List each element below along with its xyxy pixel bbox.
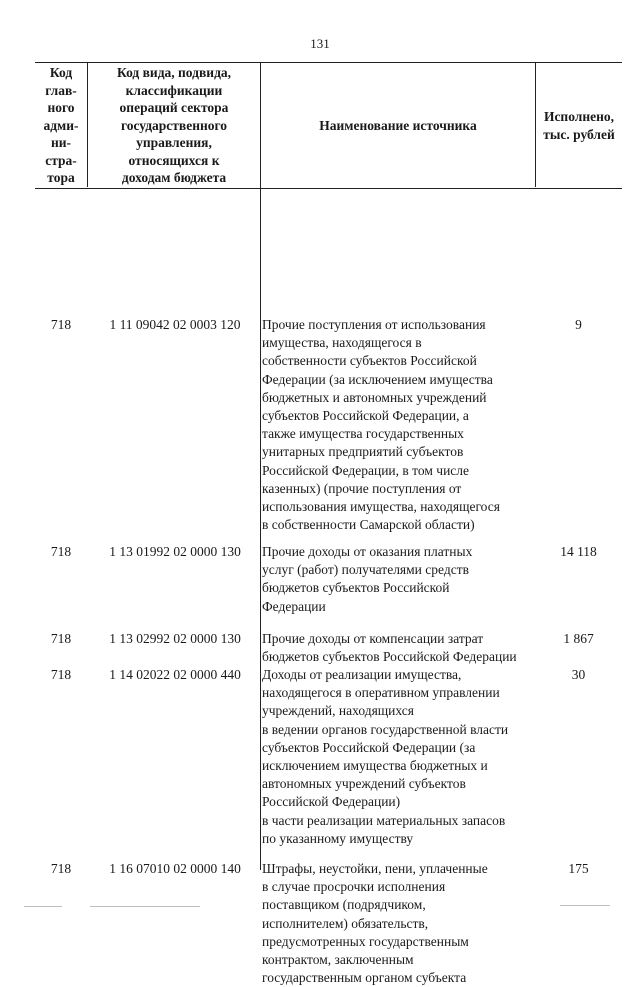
source-name-cell: Доходы от реализации имущества, находящегося в оперативном управлении учреждений, находящихся в ведении органов государственной власти субъектов Российской Федерации (за исключением имущества бюджетных и автономных учреждений субъектов Российской Федерации) в части реализации материальных запасов по указанному имуществу [262,667,509,846]
classification-code-cell: 1 14 02022 02 0000 440 [109,667,241,682]
admin-code-cell: 718 [50,631,72,646]
header-source-name: Наименование источника [319,117,477,133]
classification-code-cell: 1 11 09042 02 0003 120 [109,317,241,332]
executed-cell: 30 [571,667,586,682]
admin-code-cell: 718 [50,667,72,682]
admin-code-cell: 718 [50,317,72,332]
scan-artifact [24,906,62,907]
source-name-cell: Прочие поступления от использования имущества, находящегося в собственности субъектов Российской Федерации (за исключением имущества бюджетных и автономных учреждений субъектов Российской Федерации, а также имущества государственных унитарных предприятий субъектов Российской Федерации, в том числе казенных) (прочие поступления от использования имущества, находящегося в собственности Самарской области) [262,317,500,533]
header-classification-code: Код вида, подвида, классификации операций сектора государственного управления, относящихся к доходам бюджета [116,65,232,186]
header-executed: Исполнено, тыс. рублей [543,109,615,142]
page-number: 131 [310,36,330,51]
classification-code-cell: 1 13 01992 02 0000 130 [109,544,241,559]
source-name-cell: Прочие доходы от оказания платных услуг (работ) получателями средств бюджетов субъектов Российской Федерации [262,544,473,614]
table-header [35,62,622,189]
scan-artifact [560,905,610,906]
executed-cell: 1 867 [563,631,594,646]
column-divider [87,62,88,187]
column-divider [535,62,536,187]
scan-artifact [90,906,200,907]
admin-code-cell: 718 [50,544,72,559]
classification-code-cell: 1 16 07010 02 0000 140 [109,861,241,876]
executed-cell: 175 [568,861,589,876]
revenue-table [35,62,622,986]
column-divider [260,62,261,870]
executed-cell: 14 118 [560,544,597,559]
header-admin-code: Код глав- ного адми- ни- стра- тора [43,65,79,186]
admin-code-cell: 718 [50,861,72,876]
executed-cell: 9 [575,317,582,332]
classification-code-cell: 1 13 02992 02 0000 130 [109,631,241,646]
source-name-cell: Штрафы, неустойки, пени, уплаченные в случае просрочки исполнения поставщиком (подрядчиком, исполнителем) обязательств, предусмотренных государственным контрактом, заключенным государственным органом субъекта [262,861,488,986]
source-name-cell: Прочие доходы от компенсации затрат бюджетов субъектов Российской Федерации [262,631,517,665]
